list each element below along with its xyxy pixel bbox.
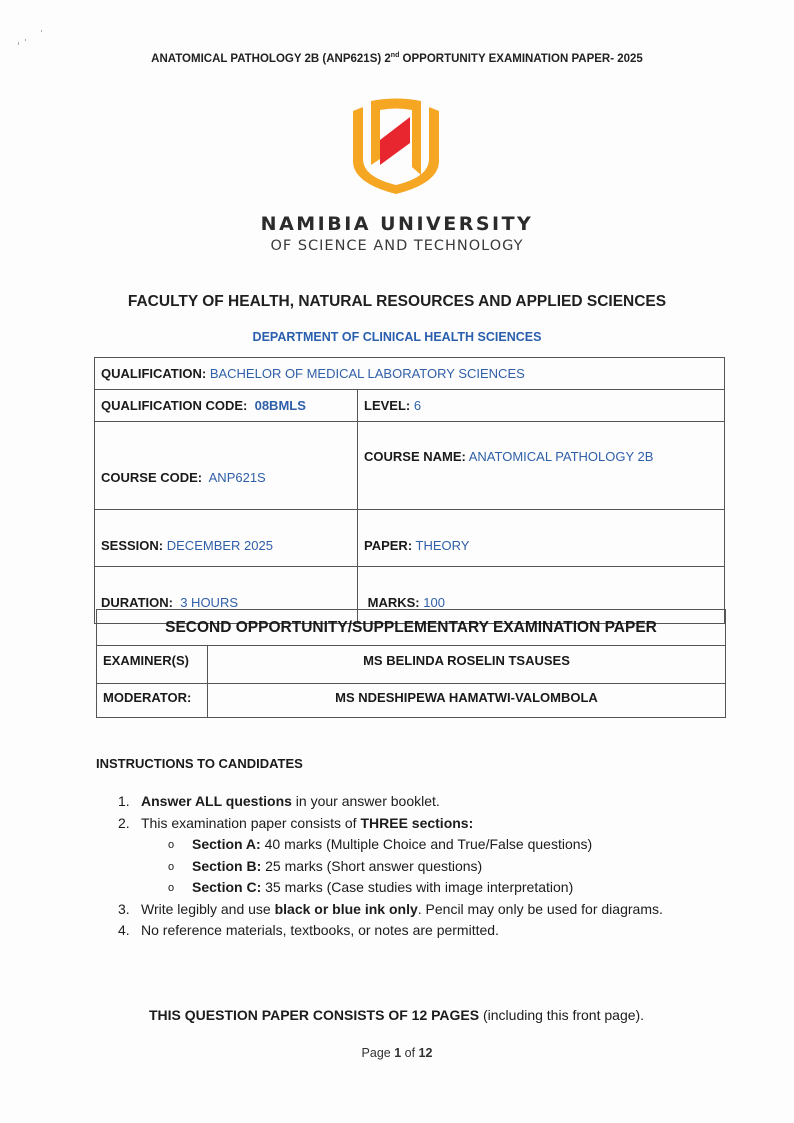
instruction-item <box>118 791 718 813</box>
paper-value: THEORY <box>415 537 470 553</box>
section-text: 40 marks (Multiple Choice and True/False questions) <box>260 836 593 852</box>
section-label: Section B: <box>192 857 262 874</box>
instruction-text: in your answer booklet. <box>291 793 440 809</box>
instruction-number: 1. <box>118 793 130 809</box>
qualification-cell <box>95 358 725 390</box>
table-row <box>97 684 726 718</box>
level-cell <box>358 390 725 422</box>
bullet-circle-icon: o <box>168 860 175 873</box>
moderator-label: MODERATOR: <box>97 684 208 718</box>
table-row <box>95 422 725 510</box>
course-name-label: COURSE NAME: <box>364 449 466 464</box>
page-count-emphasis: THIS QUESTION PAPER CONSISTS OF 12 PAGES <box>149 1007 480 1023</box>
qualification-code-cell <box>95 390 358 422</box>
qualification-value: BACHELOR OF MEDICAL LABORATORY SCIENCES <box>209 366 525 381</box>
section-item <box>118 877 718 899</box>
table-row <box>95 510 725 567</box>
examiner-label: EXAMINER(S) <box>97 646 208 684</box>
instruction-item <box>118 920 718 942</box>
duration-label: DURATION: <box>101 594 173 610</box>
course-code-value: ANP621S <box>208 470 266 485</box>
header-title-suffix: OPPORTUNITY EXAMINATION PAPER- 2025 <box>399 52 643 65</box>
course-details-table <box>94 357 725 624</box>
exam-type-title: SECOND OPPORTUNITY/SUPPLEMENTARY EXAMINATION PAPER <box>97 610 726 646</box>
section-label: Section C: <box>192 879 262 895</box>
table-row <box>95 390 725 422</box>
current-page-number: 1 <box>394 1046 402 1060</box>
instructions-list <box>118 791 718 942</box>
instruction-emphasis: Answer ALL questions <box>141 793 292 809</box>
table-row <box>97 610 726 646</box>
table-row <box>97 646 726 684</box>
paper-label: PAPER: <box>364 537 413 553</box>
paper-cell <box>358 510 725 567</box>
instruction-text: No reference materials, textbooks, or notes are permitted. <box>141 922 499 938</box>
section-text: 35 marks (Case studies with image interpretation) <box>261 879 574 895</box>
scan-artifact <box>41 30 42 32</box>
footer-of-word: of <box>401 1046 419 1060</box>
course-name-value: ANATOMICAL PATHOLOGY 2B <box>468 449 654 464</box>
instruction-text: . Pencil may only be used for diagrams. <box>417 900 663 917</box>
department-title: DEPARTMENT OF CLINICAL HEALTH SCIENCES <box>252 330 542 344</box>
page-footer <box>0 1046 794 1060</box>
header-title-prefix: ANATOMICAL PATHOLOGY 2B (ANP621S) 2 <box>151 52 391 65</box>
session-label: SESSION: <box>101 537 164 553</box>
total-page-count: 12 <box>418 1046 433 1060</box>
section-text: 25 marks (Short answer questions) <box>261 857 483 874</box>
course-code-cell <box>95 422 358 510</box>
page-count-text: (including this front page). <box>479 1007 645 1023</box>
header-ordinal-suffix: nd <box>390 52 400 59</box>
bullet-circle-icon: o <box>168 882 175 894</box>
session-cell <box>95 510 358 567</box>
instructions-title: INSTRUCTIONS TO CANDIDATES <box>96 756 303 771</box>
duration-value: 3 HOURS <box>180 594 239 610</box>
document-header <box>0 52 794 65</box>
section-item <box>118 856 718 878</box>
table-row <box>95 358 725 390</box>
instruction-item <box>118 899 718 921</box>
section-item <box>118 834 718 856</box>
instruction-text: Write legibly and use <box>141 900 275 917</box>
instruction-number: 3. <box>118 900 130 917</box>
nust-shield-logo-icon <box>351 97 441 195</box>
section-label: Section A: <box>192 836 261 852</box>
qualification-label: QUALIFICATION: <box>101 366 207 381</box>
instruction-emphasis: THREE sections: <box>360 814 474 831</box>
session-value: DECEMBER 2025 <box>166 537 273 553</box>
instruction-number: 4. <box>118 922 130 938</box>
faculty-title: FACULTY OF HEALTH, NATURAL RESOURCES AND APPLIED SCIENCES <box>127 293 667 310</box>
marks-label: MARKS: <box>367 594 420 610</box>
qualification-code-label: QUALIFICATION CODE: <box>101 398 248 413</box>
course-name-cell <box>358 422 725 510</box>
instruction-number: 2. <box>118 814 130 831</box>
page-count-note <box>149 1007 644 1023</box>
instruction-emphasis: black or blue ink only <box>274 900 418 917</box>
bullet-circle-icon: o <box>168 839 175 851</box>
examination-info-table <box>96 609 726 718</box>
moderator-value: MS NDESHIPEWA HAMATWI-VALOMBOLA <box>208 684 726 718</box>
university-subtitle: OF SCIENCE AND TECHNOLOGY <box>270 238 524 254</box>
level-value: 6 <box>413 398 422 413</box>
university-name: NAMIBIA UNIVERSITY <box>260 213 534 235</box>
course-code-label: COURSE CODE: <box>101 470 203 485</box>
examiner-value: MS BELINDA ROSELIN TSAUSES <box>208 646 726 684</box>
instruction-item <box>118 813 718 835</box>
scan-artifact <box>18 42 19 45</box>
scan-artifact <box>25 39 26 41</box>
level-label: LEVEL: <box>364 398 411 413</box>
qualification-code-value: 08BMLS <box>254 398 306 413</box>
footer-page-word: Page <box>361 1046 395 1060</box>
marks-value: 100 <box>423 594 445 610</box>
instruction-text: This examination paper consists of <box>141 814 361 831</box>
